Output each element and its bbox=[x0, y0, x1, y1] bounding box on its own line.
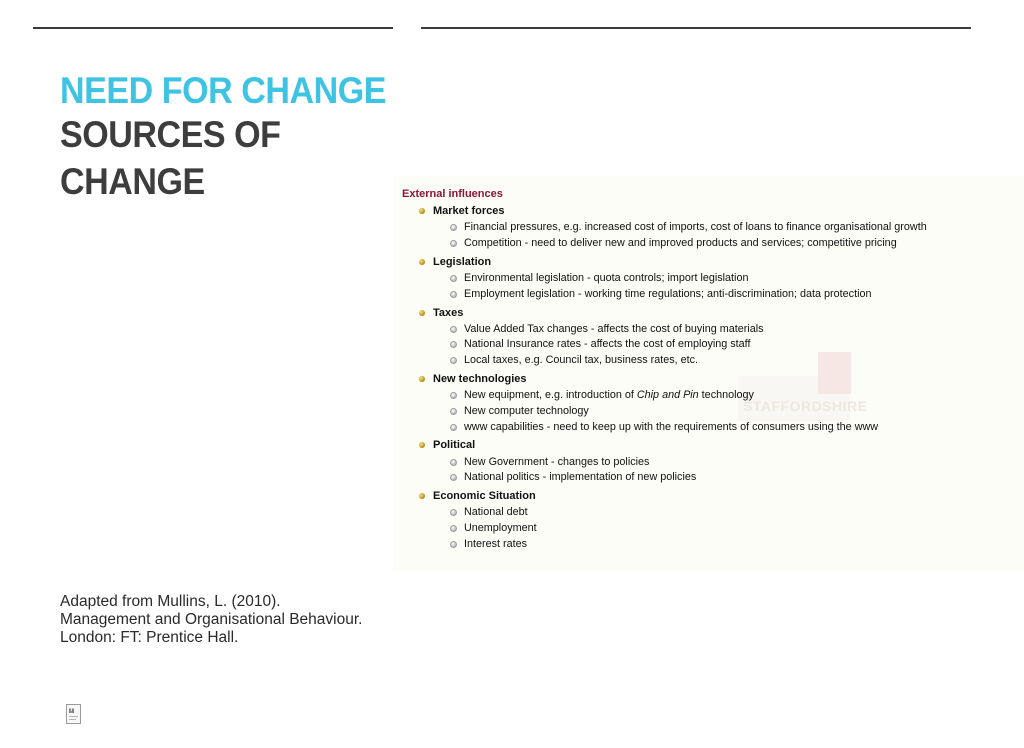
citation-line: London: FT: Prentice Hall. bbox=[60, 629, 239, 646]
list-item bbox=[450, 471, 696, 483]
figure-heading: External influences bbox=[402, 188, 503, 200]
list-item bbox=[450, 338, 750, 350]
citation-line: Adapted from Mullins, L. (2010). bbox=[60, 593, 281, 610]
emphasis-text: Chip and Pin bbox=[636, 389, 699, 401]
list-item-text: Employment legislation - working time regulations; anti-discrimination; data protection bbox=[464, 288, 872, 300]
category-label: Market forces bbox=[433, 205, 505, 217]
title-accent: NEED FOR CHANGE bbox=[60, 70, 386, 111]
list-item bbox=[450, 272, 748, 284]
list-item-text: Local taxes, e.g. Council tax, business rates, etc. bbox=[464, 354, 699, 366]
doc-line bbox=[69, 719, 76, 720]
page-title: SOURCES OF CHANGE bbox=[60, 114, 281, 202]
citation bbox=[60, 593, 390, 647]
watermark-text: STAFFORDSHIRE bbox=[743, 398, 868, 414]
grey-bullet-icon bbox=[450, 392, 457, 399]
list-item-text: Interest rates bbox=[464, 538, 528, 550]
grey-bullet-icon bbox=[450, 474, 457, 481]
list-item-text: www capabilities - need to keep up with the requirements of consumers using the www bbox=[464, 421, 879, 433]
list-item-text bbox=[464, 389, 754, 401]
header-rule-right bbox=[421, 27, 971, 29]
gold-bullet-icon bbox=[419, 310, 425, 316]
document-icon[interactable] bbox=[66, 704, 81, 724]
category-label: Political bbox=[433, 439, 476, 451]
list-item bbox=[450, 456, 649, 468]
list-item-text: New Government - changes to policies bbox=[464, 456, 650, 468]
gold-bullet-icon bbox=[419, 493, 425, 499]
list-item-text: Competition - need to deliver new and improved products and services; competitive pricing bbox=[464, 237, 897, 249]
list-item bbox=[450, 237, 897, 249]
category-label: Taxes bbox=[433, 307, 464, 319]
list-item-text: Value Added Tax changes - affects the cost of buying materials bbox=[464, 323, 764, 335]
list-item bbox=[450, 506, 528, 518]
category-label: New technologies bbox=[433, 373, 527, 385]
list-item-text: Unemployment bbox=[464, 522, 537, 534]
grey-bullet-icon bbox=[450, 424, 457, 431]
grey-bullet-icon bbox=[450, 341, 457, 348]
category-economic-situation bbox=[419, 490, 536, 502]
list-item-text: Environmental legislation - quota controls; import legislation bbox=[464, 272, 749, 284]
category-label: Economic Situation bbox=[433, 490, 536, 502]
grey-bullet-icon bbox=[450, 459, 457, 466]
category-market-forces bbox=[419, 205, 505, 217]
title-block bbox=[60, 70, 390, 205]
grey-bullet-icon bbox=[450, 509, 457, 516]
figure-glyph-icon: ⩏ bbox=[69, 705, 75, 715]
list-item bbox=[450, 323, 764, 335]
list-item-text: National Insurance rates - affects the cost of employing staff bbox=[464, 338, 751, 350]
grey-bullet-icon bbox=[450, 275, 457, 282]
list-item bbox=[450, 421, 878, 433]
list-item bbox=[450, 405, 589, 417]
list-item bbox=[450, 354, 698, 366]
list-item-text: New computer technology bbox=[464, 405, 589, 417]
list-item-text: National debt bbox=[464, 506, 528, 518]
gold-bullet-icon bbox=[419, 208, 425, 214]
gold-bullet-icon bbox=[419, 376, 425, 382]
text-part: New equipment, e.g. introduction of bbox=[464, 389, 637, 401]
category-taxes bbox=[419, 307, 463, 319]
list-item bbox=[450, 221, 927, 233]
gold-bullet-icon bbox=[419, 259, 425, 265]
grey-bullet-icon bbox=[450, 357, 457, 364]
doc-line bbox=[69, 716, 78, 717]
gold-bullet-icon bbox=[419, 442, 425, 448]
list-item bbox=[450, 389, 754, 401]
category-political bbox=[419, 439, 475, 451]
list-item-text: Financial pressures, e.g. increased cost of imports, cost of loans to finance organisational growth bbox=[464, 221, 927, 233]
header-rule-left bbox=[33, 27, 393, 29]
watermark-shield-icon bbox=[818, 352, 851, 394]
category-new-technologies bbox=[419, 373, 527, 385]
grey-bullet-icon bbox=[450, 240, 457, 247]
list-item bbox=[450, 538, 527, 550]
grey-bullet-icon bbox=[450, 326, 457, 333]
text-part: technology bbox=[698, 389, 754, 401]
external-influences-figure bbox=[393, 176, 1024, 571]
grey-bullet-icon bbox=[450, 541, 457, 548]
category-label: Legislation bbox=[433, 256, 492, 268]
category-legislation bbox=[419, 256, 491, 268]
list-item-text: National politics - implementation of new policies bbox=[464, 471, 697, 483]
list-item bbox=[450, 288, 871, 300]
grey-bullet-icon bbox=[450, 525, 457, 532]
grey-bullet-icon bbox=[450, 291, 457, 298]
grey-bullet-icon bbox=[450, 224, 457, 231]
grey-bullet-icon bbox=[450, 408, 457, 415]
citation-line: Management and Organisational Behaviour. bbox=[60, 611, 363, 628]
list-item bbox=[450, 522, 537, 534]
